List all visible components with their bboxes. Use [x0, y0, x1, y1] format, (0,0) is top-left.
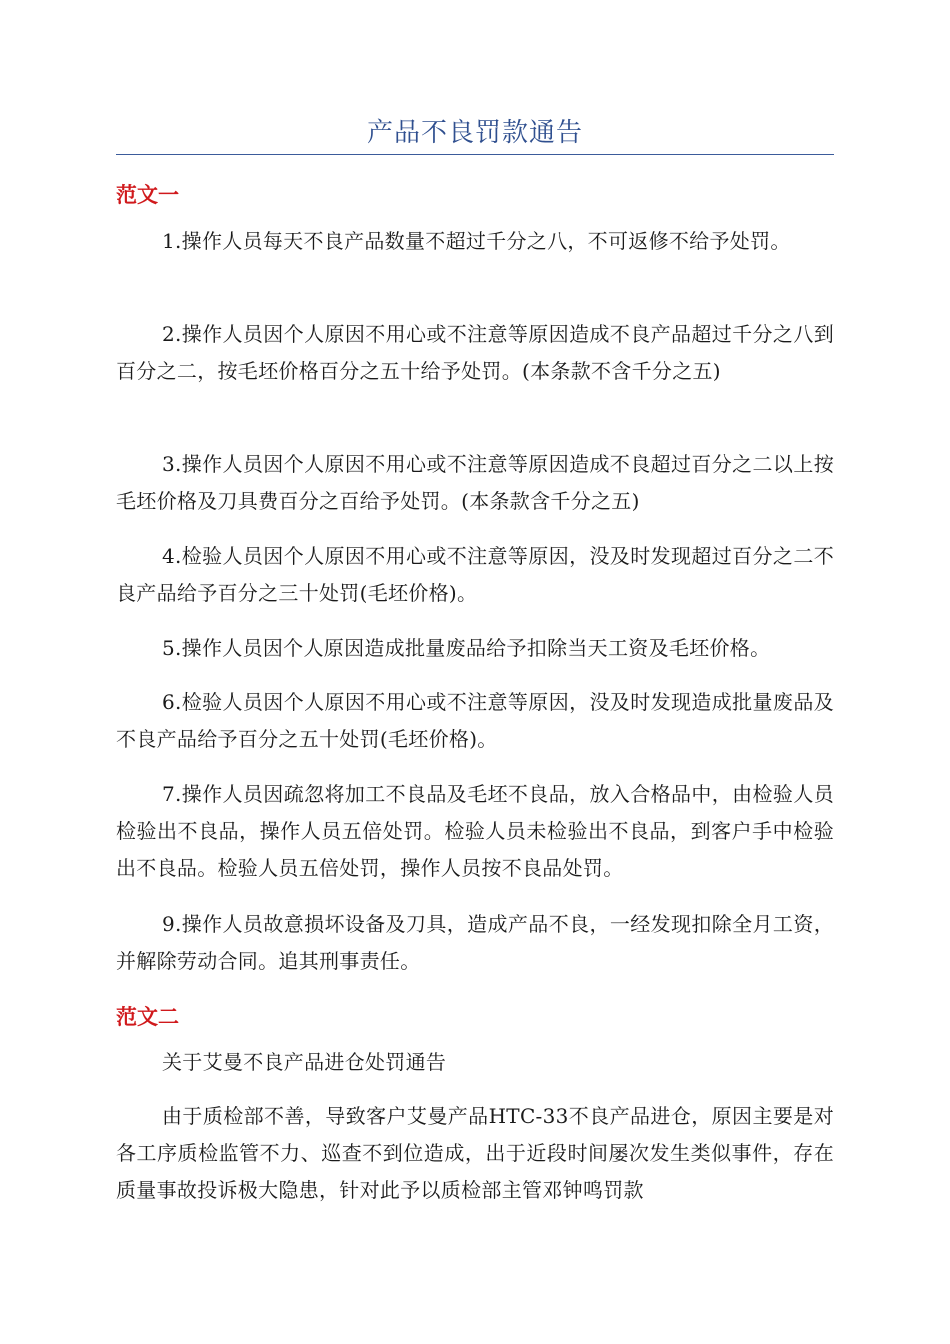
- paragraph: 4.检验人员因个人原因不用心或不注意等原因，没及时发现超过百分之二不良产品给予百分之三十处罚(毛坯价格)。: [116, 544, 834, 605]
- subtitle-paragraph: 关于艾曼不良产品进仓处罚通告: [162, 1050, 447, 1074]
- paragraph: 6.检验人员因个人原因不用心或不注意等原因，没及时发现造成批量废品及不良产品给予百分之五十处罚(毛坯价格)。: [116, 690, 834, 751]
- paragraph: 由于质检部不善，导致客户艾曼产品HTC-33不良产品进仓，原因主要是对各工序质检监管不力、巡查不到位造成，出于近段时间屡次发生类似事件，存在质量事故投诉极大隐患，针对此予以质检部主管邓钟鸣罚款: [116, 1104, 834, 1202]
- paragraph: 5.操作人员因个人原因造成批量废品给予扣除当天工资及毛坯价格。: [162, 636, 771, 660]
- title-underline: [116, 154, 834, 155]
- paragraph: 3.操作人员因个人原因不用心或不注意等原因造成不良超过百分之二以上按毛坯价格及刀具费百分之百给予处罚。(本条款含千分之五): [116, 452, 834, 513]
- document-title: 产品不良罚款通告: [366, 118, 583, 148]
- section-heading-2: 范文二: [116, 1005, 179, 1029]
- paragraph: 2.操作人员因个人原因不用心或不注意等原因造成不良产品超过千分之八到百分之二，按毛坯价格百分之五十给予处罚。(本条款不含千分之五): [116, 322, 834, 383]
- section-heading-1: 范文一: [116, 183, 179, 207]
- paragraph: 1.操作人员每天不良产品数量不超过千分之八，不可返修不给予处罚。: [162, 229, 791, 253]
- paragraph: 7.操作人员因疏忽将加工不良品及毛坯不良品，放入合格品中，由检验人员检验出不良品，操作人员五倍处罚。检验人员未检验出不良品，到客户手中检验出不良品。检验人员五倍处罚，操作人员按不良品处罚。: [116, 782, 834, 880]
- paragraph: 9.操作人员故意损坏设备及刀具，造成产品不良，一经发现扣除全月工资，并解除劳动合同。追其刑事责任。: [116, 912, 834, 973]
